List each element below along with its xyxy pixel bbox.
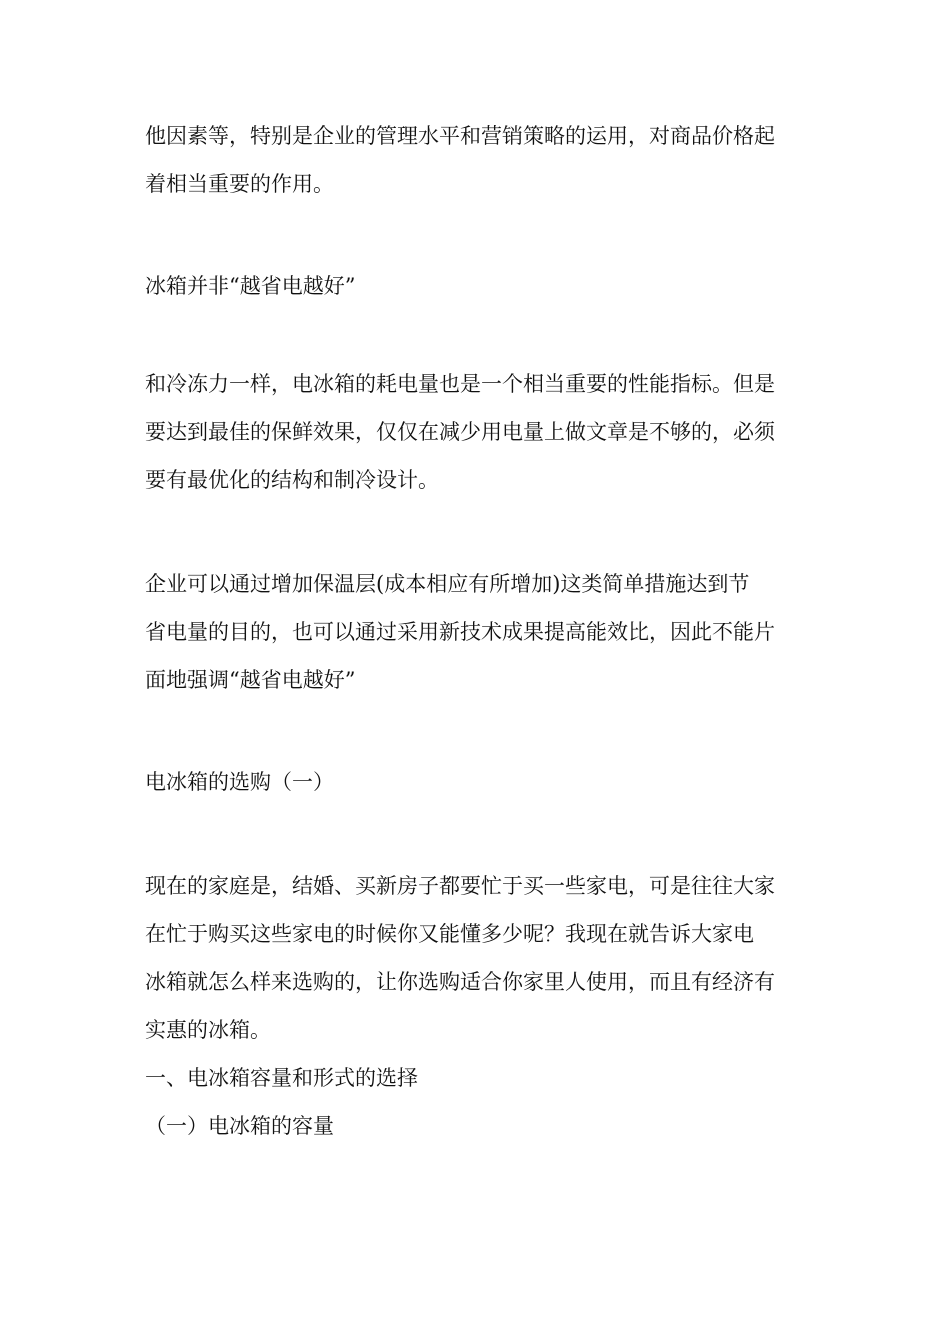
text-line: 冰箱就怎么样来选购的，让你选购适合你家里人使用，而且有经济有 xyxy=(145,970,775,994)
text-line: 面地强调“越省电越好” xyxy=(145,668,356,692)
subheading-line: （一）电冰箱的容量 xyxy=(145,1114,334,1138)
text-line: 冰箱并非“越省电越好” xyxy=(145,274,356,298)
text-line: 要有最优化的结构和制冷设计。 xyxy=(145,468,439,492)
paragraph-insulation xyxy=(145,560,815,704)
text-line: 电冰箱的选购（一） xyxy=(145,770,334,794)
text-line: 着相当重要的作用。 xyxy=(145,172,334,196)
subheading-line: 一、电冰箱容量和形式的选择 xyxy=(145,1066,418,1090)
section-heading-power-saving xyxy=(145,262,815,310)
text-line: 在忙于购买这些家电的时候你又能懂多少呢？我现在就告诉大家电 xyxy=(145,922,754,946)
section-heading-buying-guide xyxy=(145,758,815,806)
paragraph-buying-intro xyxy=(145,862,815,1150)
text-line: 企业可以通过增加保温层(成本相应有所增加)这类简单措施达到节 xyxy=(145,572,750,596)
text-line: 他因素等，特别是企业的管理水平和营销策略的运用，对商品价格起 xyxy=(145,124,775,148)
text-line: 要达到最佳的保鲜效果，仅仅在减少用电量上做文章是不够的，必须 xyxy=(145,420,775,444)
paragraph-power-consumption xyxy=(145,360,815,504)
text-line: 和冷冻力一样，电冰箱的耗电量也是一个相当重要的性能指标。但是 xyxy=(145,372,775,396)
paragraph-price-factors xyxy=(145,112,815,208)
text-line: 实惠的冰箱。 xyxy=(145,1018,271,1042)
text-line: 省电量的目的，也可以通过采用新技术成果提高能效比，因此不能片 xyxy=(145,620,775,644)
text-line: 现在的家庭是，结婚、买新房子都要忙于买一些家电，可是往往大家 xyxy=(145,874,775,898)
